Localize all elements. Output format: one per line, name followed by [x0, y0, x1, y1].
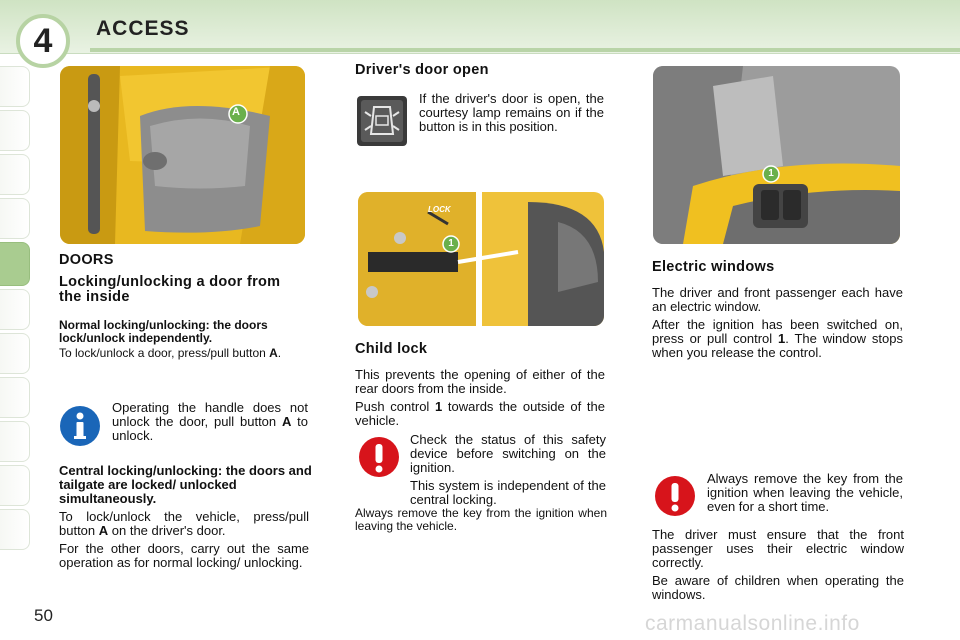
- warning-icon: [654, 475, 696, 517]
- child-lock-heading: Child lock: [355, 341, 428, 357]
- child-lock-text: This prevents the opening of either of the rear doors from the inside. Push control 1 towards the outside of the vehicle.: [355, 367, 606, 428]
- doors-heading: DOORS: [59, 252, 114, 268]
- chapter-badge: [16, 14, 70, 68]
- normal-locking-title: Normal locking/unlocking: the doors lock/unlock independently.: [59, 318, 268, 345]
- chapter-number: 4: [33, 21, 53, 60]
- child-lock-warning: Check the status of this safety device before switching on the ignition. This system is independent of the central locking.: [410, 432, 606, 507]
- chapter-tab-11[interactable]: [0, 509, 30, 550]
- warning-icon: [358, 436, 400, 478]
- windows-warning: Always remove the key from the ignition when leaving the vehicle, even for a short time.: [707, 471, 903, 514]
- page-number: 50: [34, 606, 53, 625]
- central-locking-text: To lock/unlock the vehicle, press/pull button A on the driver's door. For the other doors, carry out the same operation as for normal locking/ unlocking.: [59, 509, 309, 570]
- child-lock-note: Always remove the key from the ignition when leaving the vehicle.: [355, 506, 607, 533]
- chapter-tabs: [0, 66, 34, 553]
- windows-heading: Electric windows: [652, 259, 775, 275]
- chapter-tab-1[interactable]: [0, 66, 30, 107]
- driver-door-text: If the driver's door is open, the courtesy lamp remains on if the button is in this position.: [419, 91, 604, 134]
- driver-door-heading: Driver's door open: [355, 62, 489, 78]
- door-interior-image: [60, 66, 305, 244]
- window-control-image: [653, 66, 900, 244]
- doors-subheading: Locking/unlocking a door from the inside: [59, 274, 281, 305]
- normal-locking-text: To lock/unlock a door, press/pull button A.: [59, 346, 282, 360]
- watermark: carmanualsonline.info: [645, 612, 860, 635]
- header-rule: [90, 48, 960, 52]
- chapter-tab-4[interactable]: [0, 198, 30, 239]
- chapter-tab-10[interactable]: [0, 465, 30, 506]
- chapter-tab-active[interactable]: [0, 242, 30, 286]
- chapter-tab-2[interactable]: [0, 110, 30, 151]
- info-note: Operating the handle does not unlock the door, pull button A to unlock.: [112, 400, 308, 443]
- callout-1-child-lock: 1: [448, 238, 454, 249]
- chapter-tab-7[interactable]: [0, 333, 30, 374]
- callout-a: A: [232, 106, 240, 118]
- central-locking-title: Central locking/unlocking: the doors and tailgate are locked/ unlocked simultaneously.: [59, 463, 312, 506]
- lock-label: LOCK: [428, 205, 451, 214]
- windows-text: The driver and front passenger each have an electric window. After the ignition has been switched on, press or pull control 1. The window stops when you release the control.: [652, 285, 903, 360]
- chapter-tab-8[interactable]: [0, 377, 30, 418]
- chapter-tab-3[interactable]: [0, 154, 30, 195]
- info-icon: [59, 405, 101, 447]
- chapter-tab-6[interactable]: [0, 289, 30, 330]
- door-open-lamp-icon: [357, 96, 407, 146]
- child-lock-image: [358, 192, 604, 326]
- page-title: ACCESS: [96, 17, 190, 40]
- windows-notes: The driver must ensure that the front passenger uses their electric window correctly. Be aware of children when operating the windows.: [652, 527, 904, 602]
- callout-1-window: 1: [768, 168, 774, 179]
- chapter-tab-9[interactable]: [0, 421, 30, 462]
